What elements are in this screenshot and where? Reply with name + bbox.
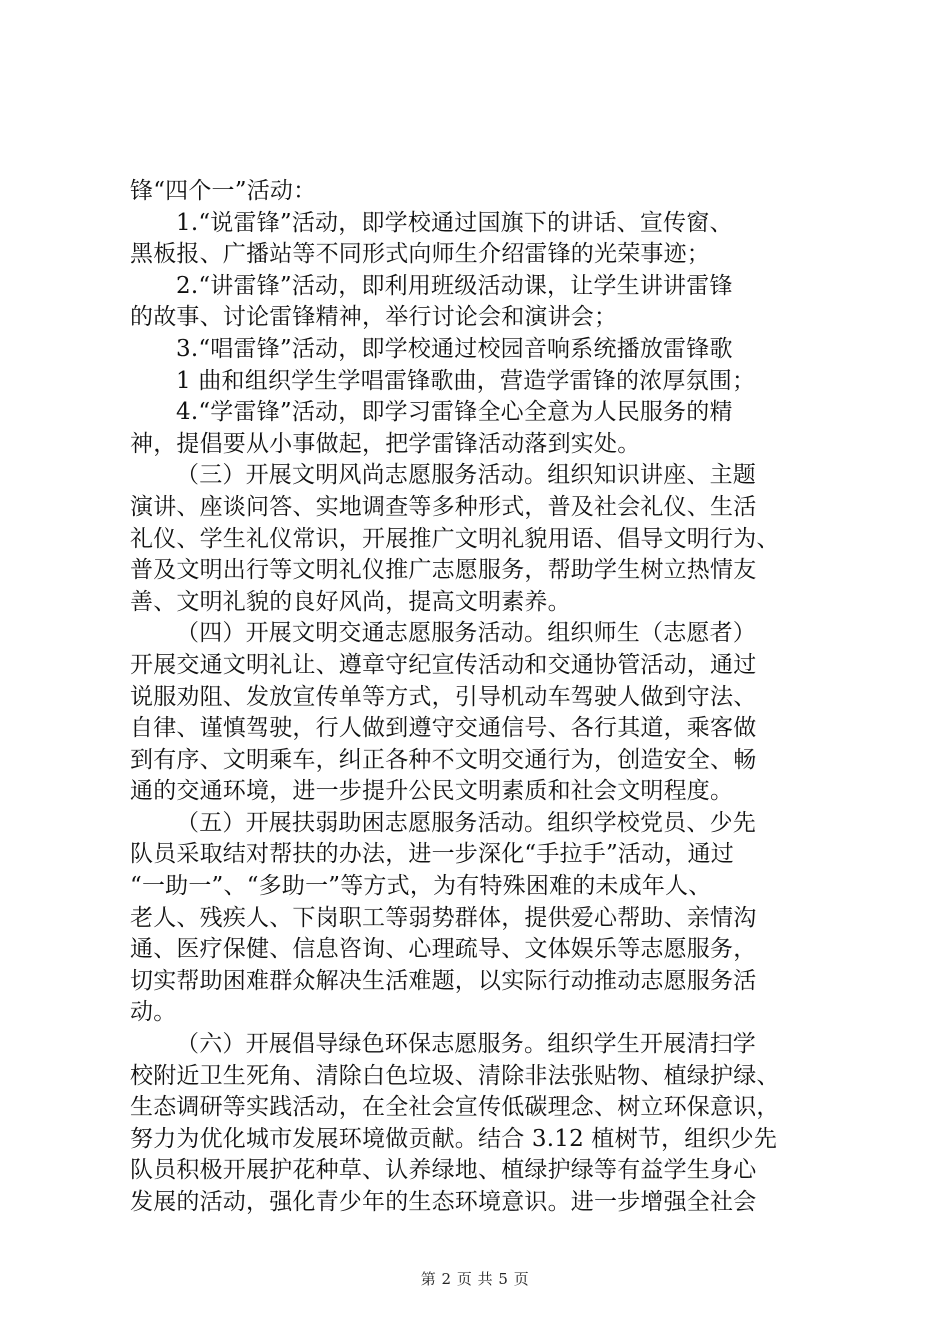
text-line: 动。: [130, 999, 177, 1026]
text-line: 的故事、讨论雷锋精神，举行讨论会和演讲会；: [130, 304, 618, 331]
text-line: 4.“学雷锋”活动，即学习雷锋全心全意为人民服务的精: [176, 399, 733, 426]
text-line: 演讲、座谈问答、实地调查等多种形式，普及社会礼仪、生活: [130, 493, 757, 520]
text-line: 2.“讲雷锋”活动，即利用班级活动课，让学生讲讲雷锋: [176, 272, 733, 299]
text-line: 1 曲和组织学生学唱雷锋歌曲，营造学雷锋的浓厚氛围；: [176, 367, 756, 394]
text-line: “一助一”、“多助一”等方式，为有特殊困难的未成年人、: [130, 873, 712, 900]
text-line: 普及文明出行等文明礼仪推广志愿服务，帮助学生树立热情友: [130, 557, 757, 584]
text-line: 说服劝阻、发放宣传单等方式，引导机动车驾驶人做到守法、: [130, 683, 757, 710]
text-line: 队员采取结对帮扶的办法，进一步深化“手拉手”活动，通过: [130, 841, 734, 868]
text-line: 3.“唱雷锋”活动，即学校通过校园音响系统播放雷锋歌: [176, 335, 733, 362]
text-line: （四）开展文明交通志愿服务活动。组织师生（志愿者）: [176, 620, 756, 647]
text-line: 通、医疗保健、信息咨询、心理疏导、文体娱乐等志愿服务，: [130, 936, 757, 963]
text-line: 通的交通环境，进一步提升公民文明素质和社会文明程度。: [130, 778, 734, 805]
text-line: 锋“四个一”活动：: [130, 178, 317, 204]
text-line: 发展的活动，强化青少年的生态环境意识。进一步增强全社会: [130, 1189, 757, 1215]
text-line: （五）开展扶弱助困志愿服务活动。组织学校党员、少先: [176, 809, 756, 836]
text-line: 校附近卫生死角、清除白色垃圾、清除非法张贴物、植绿护绿、: [130, 1062, 780, 1089]
text-line: 开展交通文明礼让、遵章守纪宣传活动和交通协管活动，通过: [130, 651, 757, 678]
document-body: [130, 176, 830, 1219]
text-line: （三）开展文明风尚志愿服务活动。组织知识讲座、主题: [176, 462, 756, 489]
text-line: 切实帮助困难群众解决生活难题，以实际行动推动志愿服务活: [130, 967, 757, 994]
page-footer: 第 2 页 共 5 页: [420, 1270, 530, 1288]
text-line: （六）开展倡导绿色环保志愿服务。组织学生开展清扫学: [176, 1031, 756, 1058]
text-line: 神，提倡要从小事做起，把学雷锋活动落到实处。: [130, 430, 641, 457]
text-line: 善、文明礼貌的良好风尚，提高文明素养。: [130, 588, 571, 615]
text-line: 生态调研等实践活动，在全社会宣传低碳理念、树立环保意识，: [130, 1094, 780, 1121]
text-line: 队员积极开展护花种草、认养绿地、植绿护绿等有益学生身心: [130, 1157, 757, 1184]
text-line: 到有序、文明乘车，纠正各种不文明交通行为，创造安全、畅: [130, 746, 757, 773]
text-line: 1.“说雷锋”活动，即学校通过国旗下的讲话、宣传窗、: [176, 209, 733, 236]
text-line: 自律、谨慎驾驶，行人做到遵守交通信号、各行其道，乘客做: [130, 715, 757, 742]
text-line: 老人、残疾人、下岗职工等弱势群体，提供爱心帮助、亲情沟: [130, 904, 757, 931]
text-line: 礼仪、学生礼仪常识，开展推广文明礼貌用语、倡导文明行为、: [130, 525, 780, 552]
text-line: 努力为优化城市发展环境做贡献。结合 3.12 植树节，组织少先: [130, 1125, 778, 1152]
text-line: 黑板报、广播站等不同形式向师生介绍雷锋的光荣事迹；: [130, 241, 710, 268]
